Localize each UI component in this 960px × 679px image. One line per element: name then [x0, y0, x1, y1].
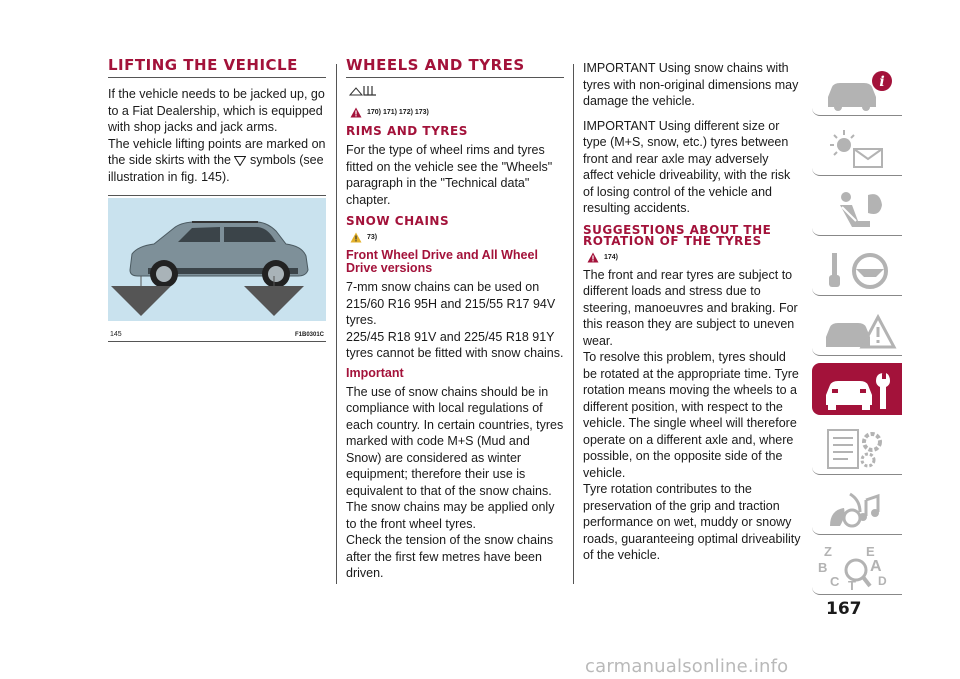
car-warning-icon: [820, 307, 900, 353]
index-letter: C: [830, 574, 840, 589]
rotation-paragraph-3: Tyre rotation contributes to the preservation of the grip and traction performance on wet, muddy or snowy roads, guaranteeing optimal driveability of the vehicle.: [583, 482, 801, 562]
tab-index[interactable]: [812, 542, 902, 595]
car-info-icon: [820, 67, 900, 113]
multimedia-icon: [820, 486, 900, 532]
subheading-rims: RIMS AND TYRES: [346, 124, 468, 138]
rotation-paragraph-2: To resolve this problem, tyres should be rotated at the appropriate time. Tyre rotation means moving the wheels to a different position, with respect to the vehicle. The single wheel will therefore operate on a different axle and, where possible, on the opposite side of the vehicle.: [583, 350, 799, 480]
lifting-points-text: The vehicle lifting points are marked on the side skirts with the: [108, 136, 326, 167]
figure-lifting-points: [108, 195, 326, 342]
tab-dashboard[interactable]: [812, 123, 902, 176]
subheading-snow-chains: SNOW CHAINS: [346, 214, 450, 228]
column-wheels: [346, 58, 564, 582]
cleaning-tyre-icon: [348, 82, 378, 98]
important-note-2: IMPORTANT Using different size or type (M+S, snow, etc.) tyres between front and rear axle may adversely affect vehicle driveability, with the risk of losing control of the vehicle and resulting accidents.: [583, 118, 791, 215]
key-steering-wheel-icon: [820, 247, 900, 293]
warning-refs-1: 170) 171) 172) 173): [350, 107, 564, 118]
index-letter: E: [866, 544, 875, 559]
lifting-point-symbol-icon: [234, 156, 246, 166]
snowflake-tyre-symbol: [348, 82, 564, 103]
tab-multimedia[interactable]: [812, 482, 902, 535]
important-paragraph-2: The snow chains may be applied only to the front wheel tyres.: [346, 500, 555, 531]
chapter-sidebar: [812, 63, 902, 602]
lifting-points-paragraph: [108, 136, 326, 186]
caution-triangle-icon: [350, 232, 362, 243]
drive-paragraph-2: 225/45 R18 91V and 225/45 R18 91Y tyres cannot be fitted with snow chains.: [346, 329, 564, 360]
lifting-paragraph: If the vehicle needs to be jacked up, go to a Fiat Dealership, which is equipped with shop jacks and jack arms.: [108, 87, 325, 134]
index-letter: A: [870, 558, 882, 575]
tab-knowing-your-car[interactable]: [812, 63, 902, 116]
rims-paragraph: For the type of wheel rims and tyres fitted on the vehicle see the "Wheels" paragraph in the "Technical data" chapter.: [346, 143, 553, 207]
tab-emergency[interactable]: [812, 303, 902, 356]
section-title-lifting: LIFTING THE VEHICLE: [108, 58, 326, 78]
index-letter: Z: [824, 544, 832, 559]
index-letter: B: [818, 560, 828, 575]
important-paragraph-1: The use of snow chains should be in compliance with local regulations of each country. In certain countries, tyres marked with code M+S (Mud and Snow) are considered as winter equipment; therefore their use is equivalent to that of the snow chains.: [346, 384, 564, 498]
drive-paragraph-1: 7-mm snow chains can be used on 215/60 R16 95H and 215/55 R17 94V tyres.: [346, 280, 556, 327]
page-number: 167: [826, 599, 862, 619]
figure-illustration: [108, 198, 326, 321]
column-divider: [573, 64, 574, 584]
index-letter: D: [878, 574, 887, 588]
tab-starting-driving[interactable]: [812, 243, 902, 296]
subheading-rotation: SUGGESTIONS ABOUT THE ROTATION OF THE TYRES: [583, 222, 772, 248]
tab-safety[interactable]: [812, 183, 902, 236]
section-title-wheels: WHEELS AND TYRES: [346, 58, 564, 78]
column-lifting: [108, 58, 326, 342]
subheading-important: Important: [346, 365, 404, 380]
suv-side-view-icon: [108, 198, 326, 321]
watermark: carmanualsonline.info: [585, 656, 789, 677]
figure-number: 145: [110, 331, 122, 338]
svg-text:i: i: [879, 74, 885, 90]
car-wrench-icon: [820, 367, 900, 413]
warning-refs-2: 73): [350, 232, 564, 243]
rotation-paragraph-1: The front and rear tyres are subject to different loads and stress due to steering, manoeuvres and braking. For this reason they are subject to uneven wear.: [583, 267, 798, 348]
important-note-1: IMPORTANT Using snow chains with tyres with non-original dimensions may damage the vehicle.: [583, 61, 799, 108]
figure-code: F1B0301C: [294, 332, 324, 338]
tab-technical-data[interactable]: [812, 422, 902, 475]
warning-triangle-icon: [350, 107, 362, 118]
index-letter: T: [848, 578, 856, 593]
specs-gear-icon: [820, 426, 900, 472]
dashboard-lights-icon: [820, 127, 900, 173]
warning-triangle-icon: [587, 252, 599, 263]
important-paragraph-3: Check the tension of the snow chains after the first few metres have been driven.: [346, 533, 554, 580]
subheading-drive-versions: Front Wheel Drive and All Wheel Drive versions: [346, 248, 538, 275]
column-divider: [336, 64, 337, 584]
warning-refs-3: 174): [587, 252, 801, 263]
seat-airbag-icon: [820, 187, 900, 233]
tab-servicing-care[interactable]: [812, 363, 902, 415]
lifting-points-text-end: symbols (see illustration in fig. 145).: [108, 153, 324, 184]
column-rotation: [583, 60, 801, 564]
